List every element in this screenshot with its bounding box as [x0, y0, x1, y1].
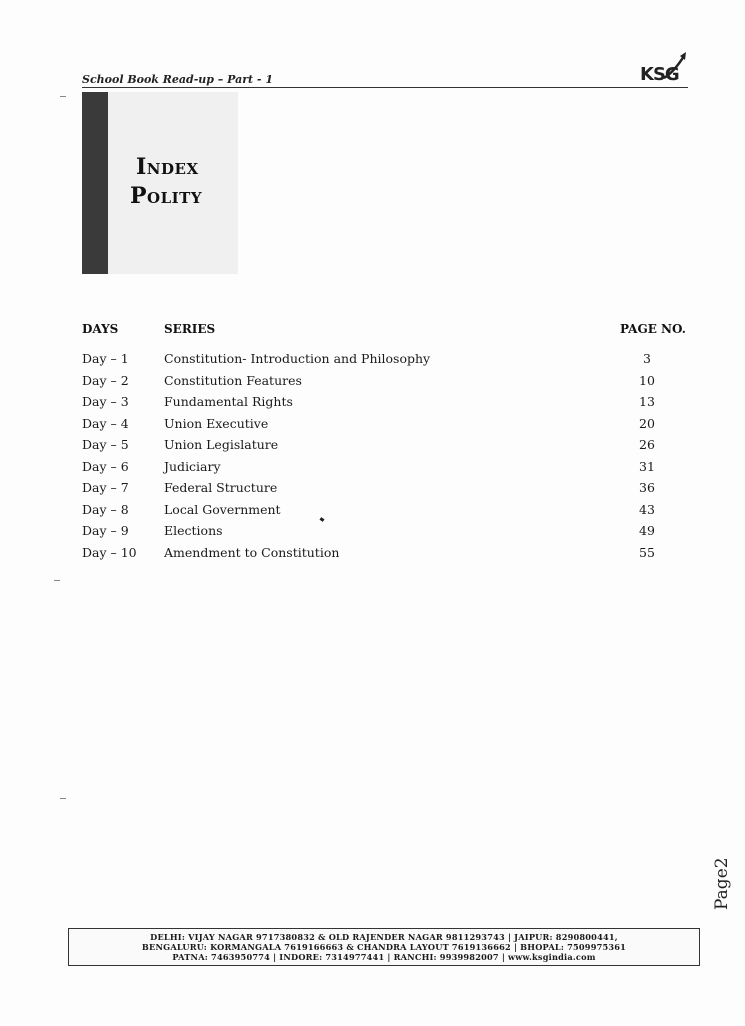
scan-speck: [60, 96, 66, 97]
footer-contact-box: [68, 928, 700, 966]
row-day: Day – 7: [82, 480, 129, 495]
table-row: [0, 459, 745, 479]
row-day: Day – 10: [82, 545, 137, 560]
row-page: 43: [639, 502, 655, 517]
row-series: Federal Structure: [164, 480, 278, 495]
row-day: Day – 3: [82, 394, 129, 409]
row-day: Day – 4: [82, 416, 129, 431]
table-row: [0, 351, 745, 371]
row-day: Day – 8: [82, 502, 129, 517]
page-number-wrapper: [712, 850, 736, 910]
row-page: 13: [639, 394, 655, 409]
row-series: Union Executive: [164, 416, 269, 431]
row-day: Day – 1: [82, 351, 129, 366]
row-page: 10: [639, 373, 655, 388]
column-header-page: PAGE NO.: [620, 322, 686, 336]
row-page: 55: [639, 545, 655, 560]
row-page: 26: [639, 437, 655, 452]
row-series: Amendment to Constitution: [164, 545, 340, 560]
footer-line: DELHI: VIJAY NAGAR 9717380832 & OLD RAJENDER NAGAR 9811293743 | JAIPUR: 8290800441,: [150, 932, 618, 942]
row-day: Day – 5: [82, 437, 129, 452]
header-title: School Book Read-up – Part - 1: [82, 73, 273, 86]
ksg-logo: [640, 48, 690, 88]
table-row: [0, 523, 745, 543]
row-page: 3: [643, 351, 651, 366]
index-heading: Index: [136, 154, 199, 180]
logo-text: KSG: [640, 64, 679, 85]
row-day: Day – 2: [82, 373, 129, 388]
row-day: Day – 6: [82, 459, 129, 474]
row-page: 36: [639, 480, 655, 495]
row-page: 20: [639, 416, 655, 431]
scan-speck: [60, 798, 66, 799]
row-series: Union Legislature: [164, 437, 279, 452]
column-header-series: SERIES: [164, 322, 216, 336]
row-series: Judiciary: [164, 459, 221, 474]
table-row: [0, 416, 745, 436]
table-row: [0, 545, 745, 565]
row-series: Elections: [164, 523, 223, 538]
page-number: Page2: [712, 857, 732, 910]
column-header-days: DAYS: [82, 322, 119, 336]
subject-heading: Polity: [130, 183, 203, 209]
scan-speck: [54, 580, 60, 581]
table-row: [0, 437, 745, 457]
table-row: [0, 502, 745, 522]
footer-line: PATNA: 7463950774 | INDORE: 7314977441 | RANCHI: 9939982007 | www.ksgindia.com: [172, 952, 596, 962]
row-series: Fundamental Rights: [164, 394, 293, 409]
header-rule: [82, 87, 688, 88]
table-row: [0, 480, 745, 500]
table-row: [0, 394, 745, 414]
row-day: Day – 9: [82, 523, 129, 538]
row-page: 49: [639, 523, 655, 538]
footer-line: BENGALURU: KORMANGALA 7619166663 & CHANDRA LAYOUT 7619136662 | BHOPAL: 7509975361: [141, 942, 627, 952]
row-page: 31: [639, 459, 655, 474]
row-series: Constitution Features: [164, 373, 302, 388]
row-series: Constitution- Introduction and Philosophy: [164, 351, 431, 366]
row-series: Local Government: [164, 502, 281, 517]
table-row: [0, 373, 745, 393]
title-accent-bar: [82, 92, 108, 274]
